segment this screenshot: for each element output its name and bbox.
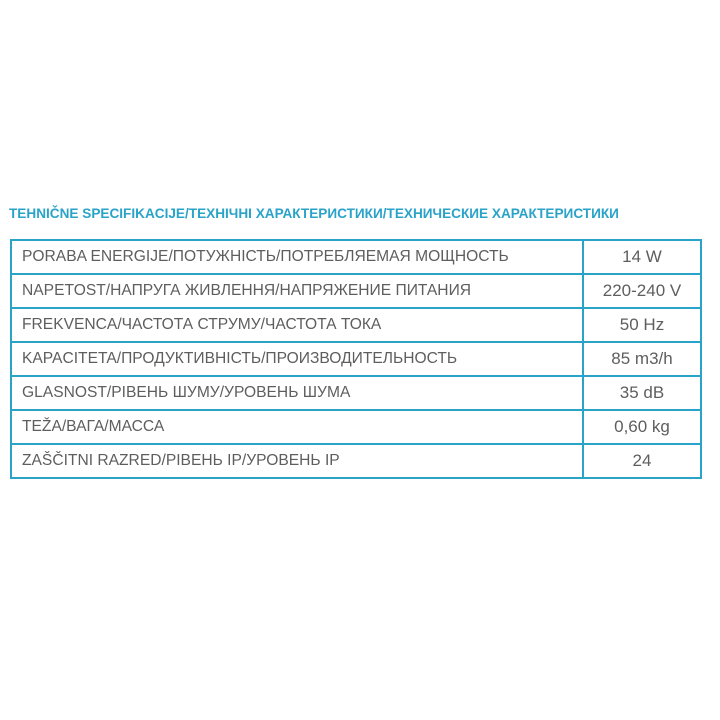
table-row: [11, 274, 701, 308]
spec-table: [10, 239, 702, 479]
table-row: [11, 342, 701, 376]
spec-value: 220-240 V: [583, 274, 701, 308]
spec-value: 14 W: [583, 240, 701, 274]
spec-value: 85 m3/h: [583, 342, 701, 376]
spec-label: TEŽA/ВАГА/МАССА: [11, 410, 583, 444]
spec-value: 0,60 kg: [583, 410, 701, 444]
spec-label: FREKVENCA/ЧАСТОТА СТРУМУ/ЧАСТОТА ТОКА: [11, 308, 583, 342]
spec-value: 24: [583, 444, 701, 478]
spec-value: 50 Hz: [583, 308, 701, 342]
table-row: [11, 308, 701, 342]
spec-label: NAPETOST/НАПРУГА ЖИВЛЕННЯ/НАПРЯЖЕНИЕ ПИТАНИЯ: [11, 274, 583, 308]
spec-value: 35 dB: [583, 376, 701, 410]
table-row: [11, 376, 701, 410]
table-row: [11, 444, 701, 478]
spec-title: TEHNIČNE SPECIFIKACIJE/ТЕХНІЧНІ ХАРАКТЕРИСТИКИ/ТЕХНИЧЕСКИЕ ХАРАКТЕРИСТИКИ: [9, 206, 619, 221]
spec-label: PORABA ENERGIJE/ПОТУЖНІСТЬ/ПОТРЕБЛЯЕМАЯ МОЩНОСТЬ: [11, 240, 583, 274]
spec-label: ZAŠČITNI RAZRED/РІВЕНЬ IP/УРОВЕНЬ IP: [11, 444, 583, 478]
table-row: [11, 240, 701, 274]
spec-label: KAPACITETA/ПРОДУКТИВНІСТЬ/ПРОИЗВОДИТЕЛЬНОСТЬ: [11, 342, 583, 376]
table-row: [11, 410, 701, 444]
spec-label: GLASNOST/РІВЕНЬ ШУМУ/УРОВЕНЬ ШУМА: [11, 376, 583, 410]
